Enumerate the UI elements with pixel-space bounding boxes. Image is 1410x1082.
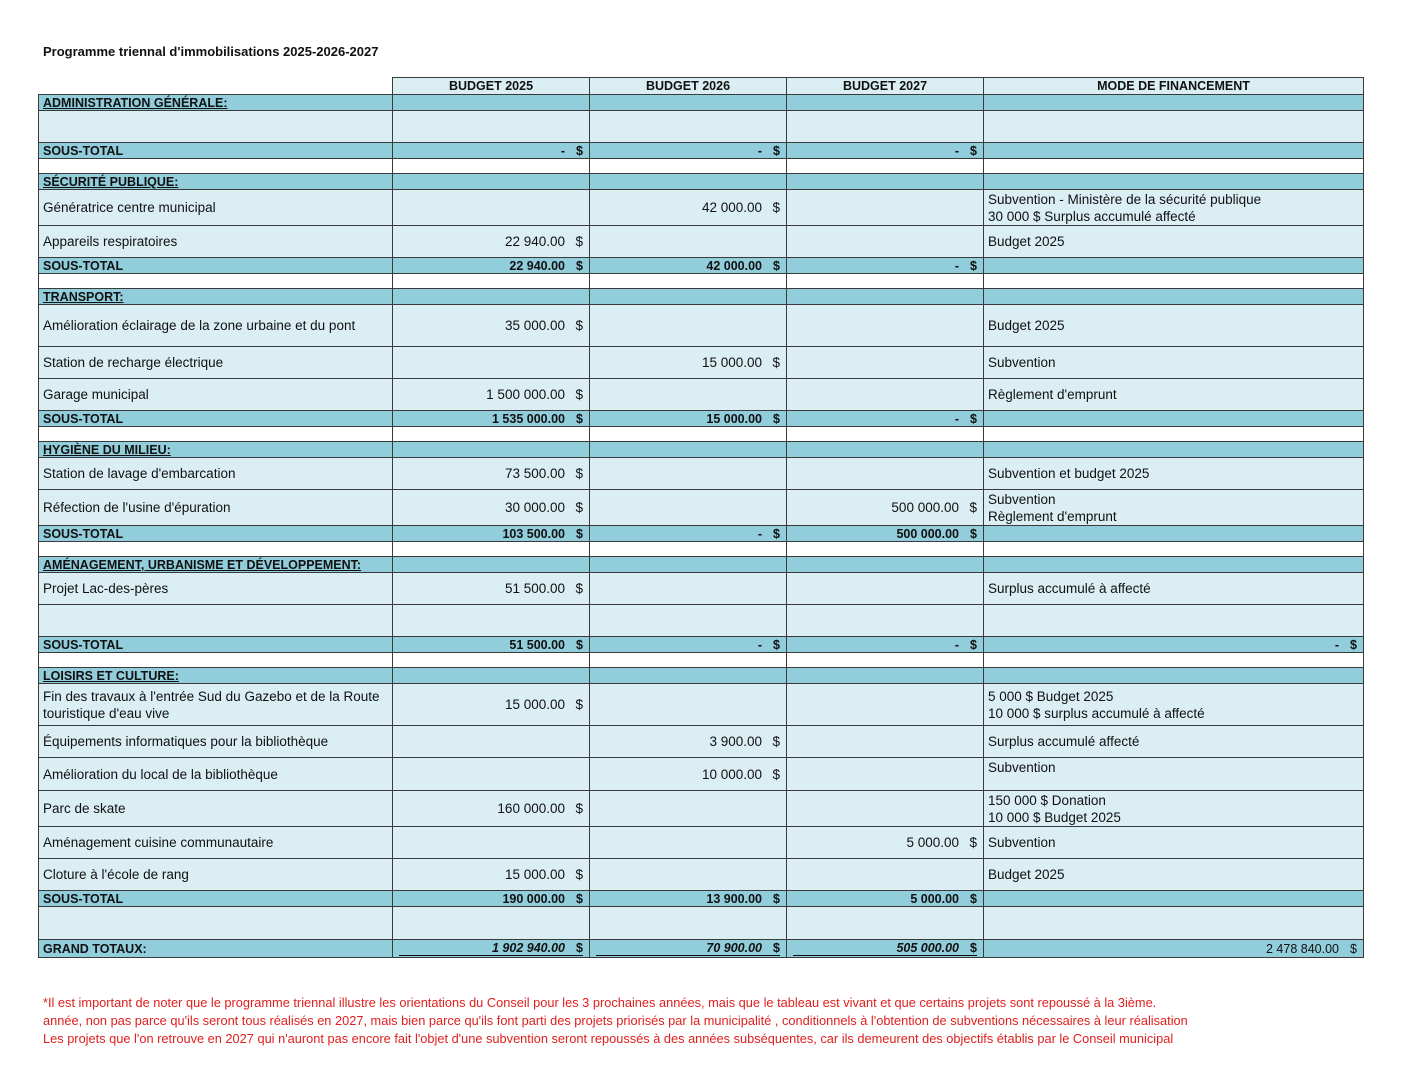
table-row <box>39 726 1364 758</box>
section-transport <box>39 289 1364 305</box>
financement-cell: Budget 2025 <box>984 226 1364 258</box>
section-securite <box>39 174 1364 190</box>
header-financement: MODE DE FINANCEMENT <box>984 78 1364 95</box>
section-label: HYGIÈNE DU MILIEU: <box>39 442 393 458</box>
subtotal-2025: 22 940.00 $ <box>393 258 590 274</box>
table-row <box>39 490 1364 526</box>
subtotal-row-loisirs <box>39 891 1364 907</box>
financement-cell: Subvention <box>984 758 1364 791</box>
subtotal-row-transport <box>39 411 1364 427</box>
subtotal-row-amenagement <box>39 637 1364 653</box>
budget-table <box>38 77 1364 958</box>
item-name: Projet Lac-des-pères <box>39 573 393 605</box>
subtotal-2025: 51 500.00 $ <box>393 637 590 653</box>
item-name: Parc de skate <box>39 791 393 827</box>
amount-2025: 15 000.00 $ <box>393 684 590 726</box>
item-name: Génératrice centre municipal <box>39 190 393 226</box>
subtotal-2027: - $ <box>787 411 984 427</box>
item-name: Cloture à l'école de rang <box>39 859 393 891</box>
item-name: Amélioration du local de la bibliothèque <box>39 758 393 791</box>
item-name: Station de recharge électrique <box>39 347 393 379</box>
subtotal-label: SOUS-TOTAL <box>39 526 393 542</box>
table-row <box>39 859 1364 891</box>
subtotal-label: SOUS-TOTAL <box>39 143 393 159</box>
table-row <box>39 758 1364 791</box>
empty-row <box>39 605 1364 637</box>
section-label: TRANSPORT: <box>39 289 393 305</box>
header-budget-2027: BUDGET 2027 <box>787 78 984 95</box>
section-amenagement <box>39 557 1364 573</box>
table-row <box>39 827 1364 859</box>
grand-total-2025: 1 902 940.00 $ <box>393 940 590 958</box>
subtotal-2025: 103 500.00 $ <box>393 526 590 542</box>
item-name: Station de lavage d'embarcation <box>39 458 393 490</box>
subtotal-label: SOUS-TOTAL <box>39 891 393 907</box>
header-budget-2026: BUDGET 2026 <box>590 78 787 95</box>
header-row <box>39 78 1364 95</box>
subtotal-2026: - $ <box>590 143 787 159</box>
footnote-line-3: Les projets que l'on retrouve en 2027 qui n'auront pas encore fait l'objet d'une subvention seront repoussés à des années subséquentes, car ils demeurent des objectifs établis par le Conseil municipal <box>43 1031 1174 1046</box>
grand-total-2026: 70 900.00 $ <box>590 940 787 958</box>
grand-total-label: GRAND TOTAUX: <box>39 940 393 958</box>
subtotal-2027: - $ <box>787 143 984 159</box>
grand-total-row <box>39 940 1364 958</box>
grand-total-2027: 505 000.00 $ <box>787 940 984 958</box>
financement-cell: 150 000 $ Donation 10 000 $ Budget 2025 <box>984 791 1364 827</box>
amount-2025: 22 940.00 $ <box>393 226 590 258</box>
subtotal-2027: 5 000.00 $ <box>787 891 984 907</box>
item-name: Équipements informatiques pour la bibliothèque <box>39 726 393 758</box>
table-row <box>39 458 1364 490</box>
grand-total-overall: 2 478 840.00 $ <box>984 940 1364 958</box>
empty-row <box>39 111 1364 143</box>
subtotal-2025: - $ <box>393 143 590 159</box>
table-row <box>39 226 1364 258</box>
section-label: ADMINISTRATION GÉNÉRALE: <box>39 95 393 111</box>
amount-2025: 1 500 000.00 $ <box>393 379 590 411</box>
financement-cell: Règlement d'emprunt <box>984 379 1364 411</box>
financement-cell: Subvention Règlement d'emprunt <box>984 490 1364 526</box>
financement-cell: Subvention <box>984 827 1364 859</box>
table-row <box>39 347 1364 379</box>
subtotal-2026: 42 000.00 $ <box>590 258 787 274</box>
amount-2025: 15 000.00 $ <box>393 859 590 891</box>
subtotal-label: SOUS-TOTAL <box>39 637 393 653</box>
subtotal-2026: - $ <box>590 526 787 542</box>
amount-2025: 51 500.00 $ <box>393 573 590 605</box>
amount-2027: 5 000.00 $ <box>787 827 984 859</box>
amount-2026: 10 000.00 $ <box>590 758 787 791</box>
table-row <box>39 684 1364 726</box>
header-budget-2025: BUDGET 2025 <box>393 78 590 95</box>
section-loisirs <box>39 668 1364 684</box>
item-name: Garage municipal <box>39 379 393 411</box>
amount-2026: 42 000.00 $ <box>590 190 787 226</box>
financement-cell: Budget 2025 <box>984 305 1364 347</box>
subtotal-row-hygiene <box>39 526 1364 542</box>
subtotal-2025: 190 000.00 $ <box>393 891 590 907</box>
table-row <box>39 305 1364 347</box>
table-row <box>39 379 1364 411</box>
financement-cell: Surplus accumulé à affecté <box>984 573 1364 605</box>
subtotal-2027: - $ <box>787 258 984 274</box>
footnote-line-2: année, non pas parce qu'ils seront tous réalisés en 2027, mais bien parce qu'ils font parti des projets priorisés par la municipalité , conditionnels à l'obtention de subventions nécessaires à leur réalisation <box>43 1013 1188 1028</box>
footnote <box>43 994 1368 1048</box>
section-hygiene <box>39 442 1364 458</box>
subtotal-2026: - $ <box>590 637 787 653</box>
item-name: Amélioration éclairage de la zone urbaine et du pont <box>39 305 393 347</box>
subtotal-2026: 13 900.00 $ <box>590 891 787 907</box>
financement-cell: 5 000 $ Budget 2025 10 000 $ surplus accumulé à affecté <box>984 684 1364 726</box>
subtotal-label: SOUS-TOTAL <box>39 258 393 274</box>
empty-row <box>39 907 1364 940</box>
table-row <box>39 791 1364 827</box>
amount-2026: 3 900.00 $ <box>590 726 787 758</box>
amount-2026: 15 000.00 $ <box>590 347 787 379</box>
amount-2025: 35 000.00 $ <box>393 305 590 347</box>
item-name: Aménagement cuisine communautaire <box>39 827 393 859</box>
financement-cell: Surplus accumulé affecté <box>984 726 1364 758</box>
subtotal-financement: - $ <box>984 637 1364 653</box>
item-name: Fin des travaux à l'entrée Sud du Gazebo et de la Route touristique d'eau vive <box>39 684 393 726</box>
header-empty-cell <box>39 78 393 95</box>
section-label: LOISIRS ET CULTURE: <box>39 668 393 684</box>
subtotal-2027: - $ <box>787 637 984 653</box>
item-name: Réfection de l'usine d'épuration <box>39 490 393 526</box>
section-label: SÉCURITÉ PUBLIQUE: <box>39 174 393 190</box>
subtotal-label: SOUS-TOTAL <box>39 411 393 427</box>
financement-cell: Budget 2025 <box>984 859 1364 891</box>
amount-2025: 160 000.00 $ <box>393 791 590 827</box>
subtotal-2025: 1 535 000.00 $ <box>393 411 590 427</box>
page-title: Programme triennal d'immobilisations 2025-2026-2027 <box>43 44 379 59</box>
subtotal-2026: 15 000.00 $ <box>590 411 787 427</box>
subtotal-row-securite <box>39 258 1364 274</box>
amount-2025: 30 000.00 $ <box>393 490 590 526</box>
financement-cell: Subvention - Ministère de la sécurité publique 30 000 $ Surplus accumulé affecté <box>984 190 1364 226</box>
financement-cell: Subvention et budget 2025 <box>984 458 1364 490</box>
amount-2025: 73 500.00 $ <box>393 458 590 490</box>
subtotal-2027: 500 000.00 $ <box>787 526 984 542</box>
item-name: Appareils respiratoires <box>39 226 393 258</box>
amount-2027: 500 000.00 $ <box>787 490 984 526</box>
section-label: AMÉNAGEMENT, URBANISME ET DÉVELOPPEMENT: <box>39 557 393 573</box>
section-admin <box>39 95 1364 111</box>
financement-cell: Subvention <box>984 347 1364 379</box>
subtotal-row-admin <box>39 143 1364 159</box>
footnote-line-1: *Il est important de noter que le programme triennal illustre les orientations du Conseil pour les 3 prochaines années, mais que le tableau est vivant et que certains projets sont repoussé à la 3ième. <box>43 995 1157 1010</box>
table-row <box>39 190 1364 226</box>
table-row <box>39 573 1364 605</box>
